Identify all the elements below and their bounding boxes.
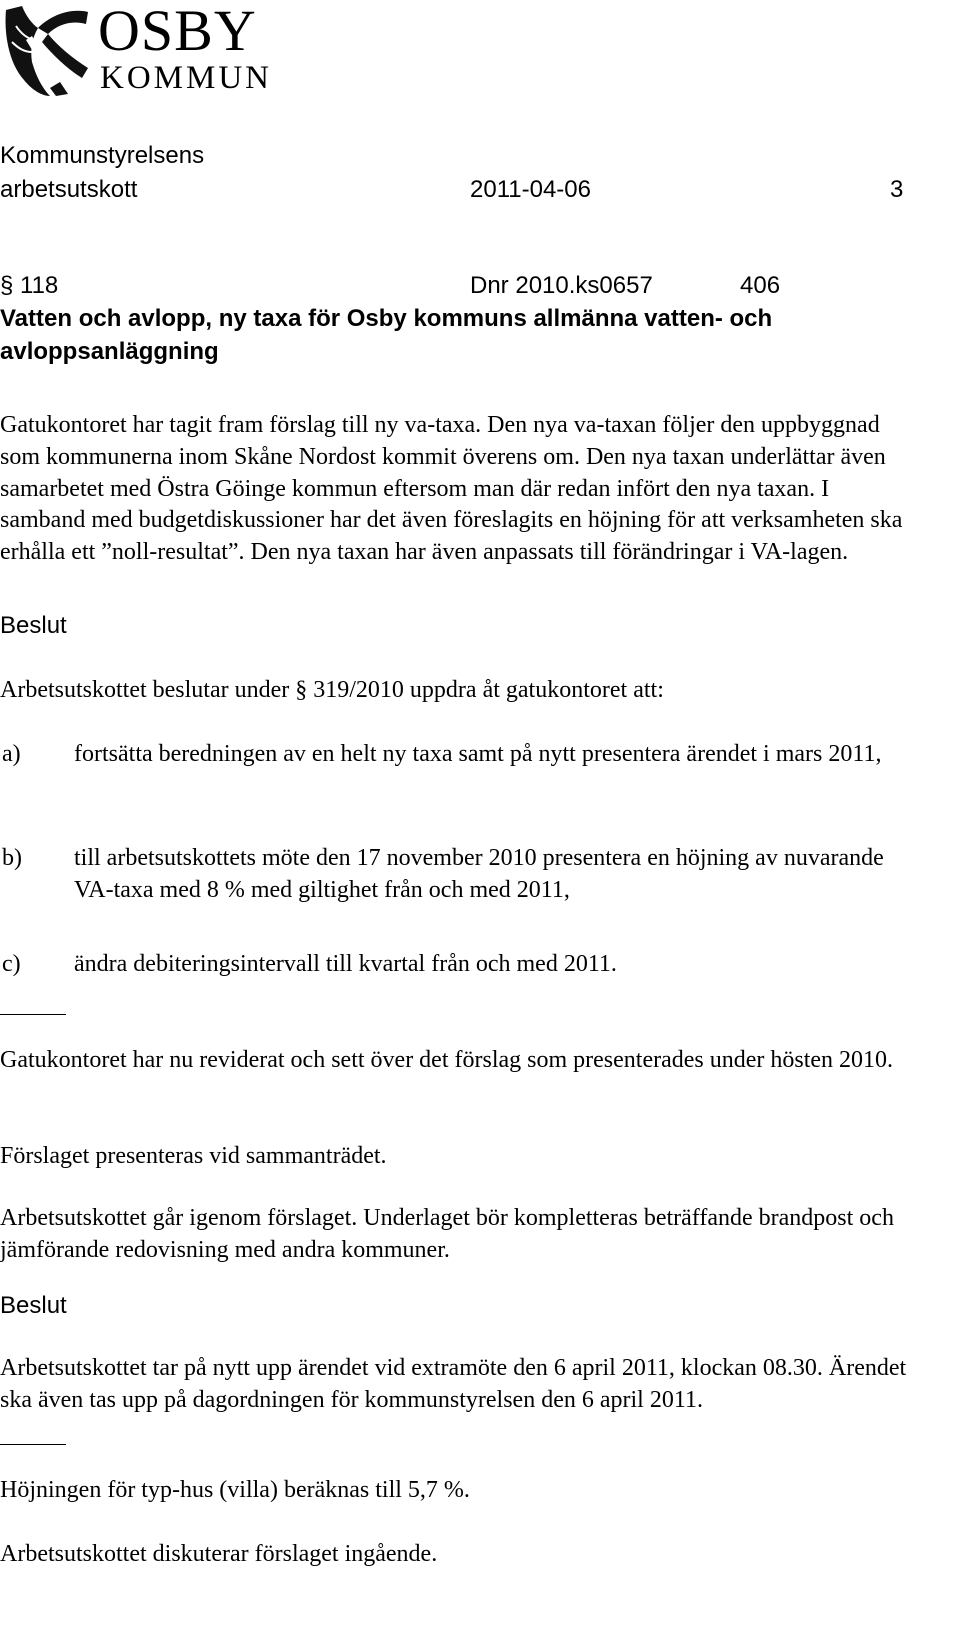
list-item-text: till arbetsutskottets möte den 17 november 2010 presentera en höjning av nuvarande VA-taxa med 8 % med giltighet från och med 2011, [74,845,884,903]
decision-heading: Beslut [0,1292,67,1319]
case-code: 406 [740,272,781,299]
page-number: 3 [890,176,904,203]
revision-paragraph: Gatukontoret har nu reviderat och sett över det förslag som presenterades under hösten 2010. [0,1047,894,1073]
decision-intro: Arbetsutskottet beslutar under § 319/2010 uppdra åt gatukontoret att: [0,677,664,703]
osby-kommun-logo [0,0,280,100]
presentation-paragraph: Förslaget presenteras vid sammanträdet. [0,1143,387,1169]
list-item-text: ändra debiteringsintervall till kvartal från och med 2011. [74,951,617,977]
review-paragraph: Arbetsutskottet går igenom förslaget. Underlaget bör kompletteras beträffande brandpost och jämförande redovisning med andra kommuner. [0,1205,894,1263]
decision-heading: Beslut [0,612,67,639]
meeting-date: 2011-04-06 [470,176,591,203]
list-item [0,738,918,802]
decision-paragraph: Arbetsutskottet tar på nytt upp ärendet vid extramöte den 6 april 2011, klockan 08.30. Ärendet ska även tas upp på dagordningen för kommunstyrelsen den 6 april 2011. [0,1355,907,1413]
logo-subtitle: KOMMUN [100,60,273,96]
org-name-line2: arbetsutskott [0,176,138,203]
list-item-label: b) [2,845,22,871]
diary-number: Dnr 2010.ks0657 [470,272,653,299]
list-item-label: c) [2,951,21,977]
discussion-paragraph: Arbetsutskottet diskuterar förslaget ingående. [0,1541,438,1567]
hunting-horn-emblem-icon [2,2,92,98]
header-row [0,174,910,206]
logo-title: OSBY [98,0,257,63]
list-item [0,842,918,906]
paragraph-number: § 118 [0,272,59,299]
increase-paragraph: Höjningen för typ-hus (villa) beräknas till 5,7 %. [0,1477,470,1503]
paragraph-reference-row [0,270,910,302]
case-title: Vatten och avlopp, ny taxa för Osby kommuns allmänna vatten- och avloppsanläggning [0,305,773,365]
section-divider [0,1444,66,1445]
org-name-line1: Kommunstyrelsens [0,142,205,169]
section-divider [0,1014,66,1015]
list-item-text: fortsätta beredningen av en helt ny taxa samt på nytt presentera ärendet i mars 2011, [74,741,882,767]
list-item-label: a) [2,741,21,767]
list-item [0,948,918,980]
intro-paragraph: Gatukontoret har tagit fram förslag till ny va-taxa. Den nya va-taxan följer den uppbyggnad som kommunerna inom Skåne Nordost kommit överens om. Den nya taxan underlättar även samarbetet med Östra Göinge kommun eftersom man där redan infört den nya taxan. I samband med budgetdiskussioner har det även föreslagits en höjning för att verksamheten ska erhålla ett ”noll-resultat”. Den nya taxan har även anpassats till förändringar i VA-lagen. [0,412,903,566]
